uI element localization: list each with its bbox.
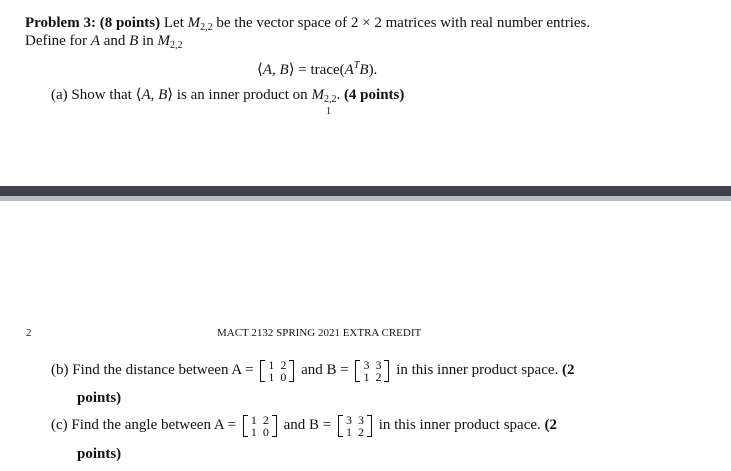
part-a-label: (a) xyxy=(51,87,68,103)
part-c-line xyxy=(51,405,557,445)
part-b-text: Find the distance between A = xyxy=(72,362,254,378)
intro-text: Let $M_{2,2}$ be the vector space of 2 × 2 matrices with real number entries. xyxy=(163,15,591,33)
matrix-a-c: 1 2 1 0 xyxy=(243,414,277,438)
part-c-text: Find the angle between A = xyxy=(71,417,237,433)
part-a-points: (4 points) xyxy=(343,87,405,103)
matrix-b-c: 3 3 1 2 xyxy=(338,414,372,438)
part-b-points-close: points) xyxy=(77,390,122,406)
part-b-tail: in this inner product space. xyxy=(396,362,559,378)
part-c-points-open: (2 xyxy=(544,417,558,433)
running-header: MACT 2132 SPRING 2021 EXTRA CREDIT xyxy=(217,327,422,339)
matrix-a-b: 1 2 1 0 xyxy=(260,359,294,383)
page-number-1: 1 xyxy=(326,106,331,117)
part-c-and: and B = xyxy=(283,417,332,433)
part-b-line xyxy=(51,350,575,390)
inner-product-equation: ⟨A, B⟩ = $trace(A^TB)$. xyxy=(257,60,378,78)
part-b-points-open: (2 xyxy=(562,362,575,378)
problem-statement-line2: Define for A and B in $M_{2,2}$ xyxy=(25,33,183,51)
part-c-label: (c) xyxy=(51,417,68,433)
part-b-label: (b) xyxy=(51,362,69,378)
part-b-and: and B = xyxy=(301,362,349,378)
matrix-b-b: 3 3 1 2 xyxy=(355,359,389,383)
part-c-tail: in this inner product space. xyxy=(378,417,541,433)
page-divider xyxy=(0,186,731,196)
problem-heading: Problem 3: (8 points) xyxy=(25,15,161,31)
page-number-2: 2 xyxy=(26,327,32,339)
problem-statement-line1 xyxy=(25,14,590,32)
page-divider-shadow xyxy=(0,196,731,201)
part-c-points-close: points) xyxy=(77,446,122,462)
part-a: (a) Show that ⟨A, B⟩ is an inner product on $M_{2,2}$. (4 points) xyxy=(51,87,405,105)
